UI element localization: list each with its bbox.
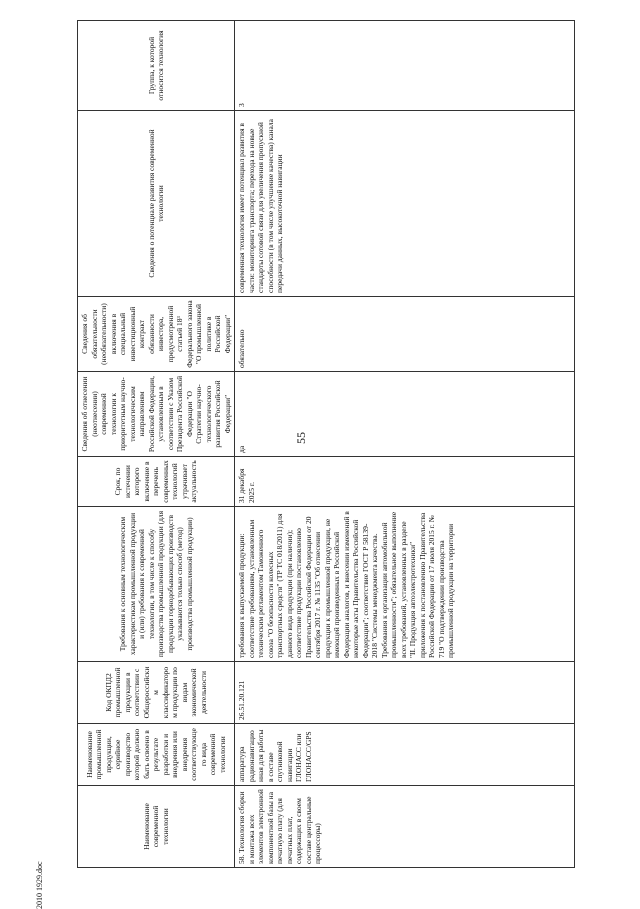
header-row [78, 21, 235, 868]
header-potential: Сведения о потенциале развития современной технологии [78, 111, 235, 297]
cell-requirements: требования к выпускаемой продукции: соответствие требованиям, установленным техническим регламентом Таможенного союза "О безопасности колесных транспортных средств" (ТР ТС 018/2011) для данного вида продукции (при наличии); соответствие продукции постановлению Правительства Российской Федерации от 20 сентября 2017 г. № 1135 "Об отнесении продукции к промышленной продукции, не имеющей произведенных в Российской Федерации аналогов, и внесении изменений в некоторые акты Правительства Российской Федерации"; соответствие ГОСТ Р 58139-2018 "Системы менеджмента качества. Требования к организации автомобильной промышленности"; обязательное выполнение всех требований, установленных в разделе "II. Продукция автоэлектротехники" приложения к постановлению Правительства Российской Федерации от 17 июля 2015 г. № 719 "О подтверждении производства промышленной продукции на территории [235, 507, 575, 662]
technology-table [77, 20, 575, 868]
cell-product: аппаратура радионавигационная для работы в составе спутниковой навигации ГЛОНАСС или ГЛОНАСС/GPS [235, 724, 575, 786]
header-requirements: Требования к основным технологическим характеристикам промышленной продукции и (или) требования к современной технологии, в том числе к способу производства промышленной продукции (для продукции горнодобывающих производств указываются только способ (метод) производства промышленной продукции) [78, 507, 235, 662]
header-contract: Сведения об обязательности (необязательности) включения в специальный инвестиционный контракт обязанности инвестора, предусмотренной статьей 18³ Федерального закона "О промышленной политике в Российской Федерации" [78, 297, 235, 372]
cell-potential: современная технология имеет потенциал развития в части: мониторинга транспорта; перехода на новые стандарты сотовой связи для увеличения пропускной способности (в том числе улучшение качества) канала передачи данных, высокоточной навигации [235, 111, 575, 297]
page-number: 55 [294, 432, 308, 444]
row-number: 58. [237, 854, 246, 864]
footer-file-code: 2010 1929.doc [35, 861, 44, 909]
header-technology: Наименование современной технологии [78, 786, 235, 868]
header-priority: Сведения об отнесении (неотнесении) современной технологии к приоритетным научно-технологическим направлениям Российской Федерации, установленным в соответствии с Указом Президента Российской Федерации "О Стратегии научно-технологического развития Российской Федерации" [78, 372, 235, 457]
header-product: Наименование промышленной продукции, серийное производство которой должно быть освоено в результате разработки и внедрения или внедрения соответствующего вида современной технологии [78, 724, 235, 786]
rotated-table-container [77, 21, 581, 868]
table-row [235, 21, 575, 868]
cell-group: 3 [235, 21, 575, 111]
cell-technology [235, 786, 575, 868]
cell-priority: да [235, 372, 575, 457]
header-group: Группа, к которой относится технология [78, 21, 235, 111]
header-deadline: Срок, по истечении которого включение в перечень современных технологий утрачивает актуальность [78, 457, 235, 507]
cell-contract: обязательно [235, 297, 575, 372]
technology-name: Технология сборки и монтажа всех элементов электронной компонентной базы на печатную плату (для печатных плат, содержащих в своем составе центральные процессоры) [237, 789, 322, 864]
cell-okpd: 26.51.20.121 [235, 662, 575, 724]
cell-deadline: 31 декабря 2025 г. [235, 457, 575, 507]
header-okpd: Код ОКПД2 промышленной продукции в соответствии с Общероссийским классификатором продукции по видам экономической деятельности [78, 662, 235, 724]
